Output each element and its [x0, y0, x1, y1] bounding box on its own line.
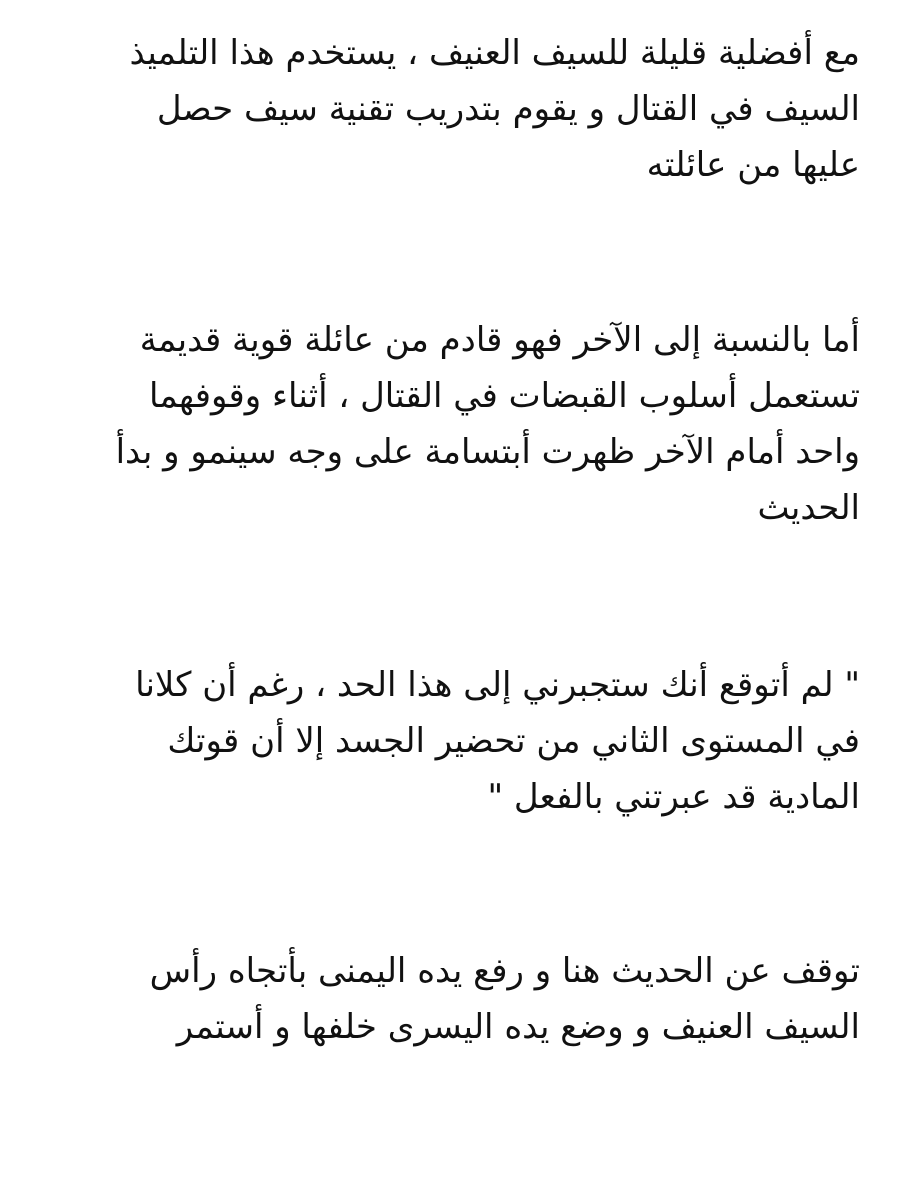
text-line: المادية قد عبرتني بالفعل "	[487, 777, 860, 817]
text-line: تستعمل أسلوب القبضات في القتال ، أثناء وقوفهما	[149, 376, 860, 416]
paragraph-4	[20, 943, 860, 1055]
paragraph-3-dialogue	[20, 657, 860, 825]
text-line: " لم أتوقع أنك ستجبرني إلى هذا الحد ، رغم أن كلانا	[135, 665, 860, 705]
text-line: عليها من عائلته	[646, 145, 860, 185]
text-line: واحد أمام الآخر ظهرت أبتسامة على وجه سينمو و بدأ	[115, 432, 860, 472]
text-line: مع أفضلية قليلة للسيف العنيف ، يستخدم هذا التلميذ	[129, 33, 860, 73]
text-line: السيف العنيف و وضع يده اليسرى خلفها و أستمر	[176, 1007, 860, 1047]
paragraph-1	[20, 25, 860, 193]
paragraph-2	[20, 312, 860, 536]
text-line: الحديث	[757, 488, 860, 528]
text-line: توقف عن الحديث هنا و رفع يده اليمنى بأتجاه رأس	[149, 951, 860, 991]
text-line: أما بالنسبة إلى الآخر فهو قادم من عائلة قوية قديمة	[139, 320, 860, 360]
text-line: في المستوى الثاني من تحضير الجسد إلا أن قوتك	[167, 721, 860, 761]
text-line: السيف في القتال و يقوم بتدريب تقنية سيف حصل	[156, 89, 860, 129]
